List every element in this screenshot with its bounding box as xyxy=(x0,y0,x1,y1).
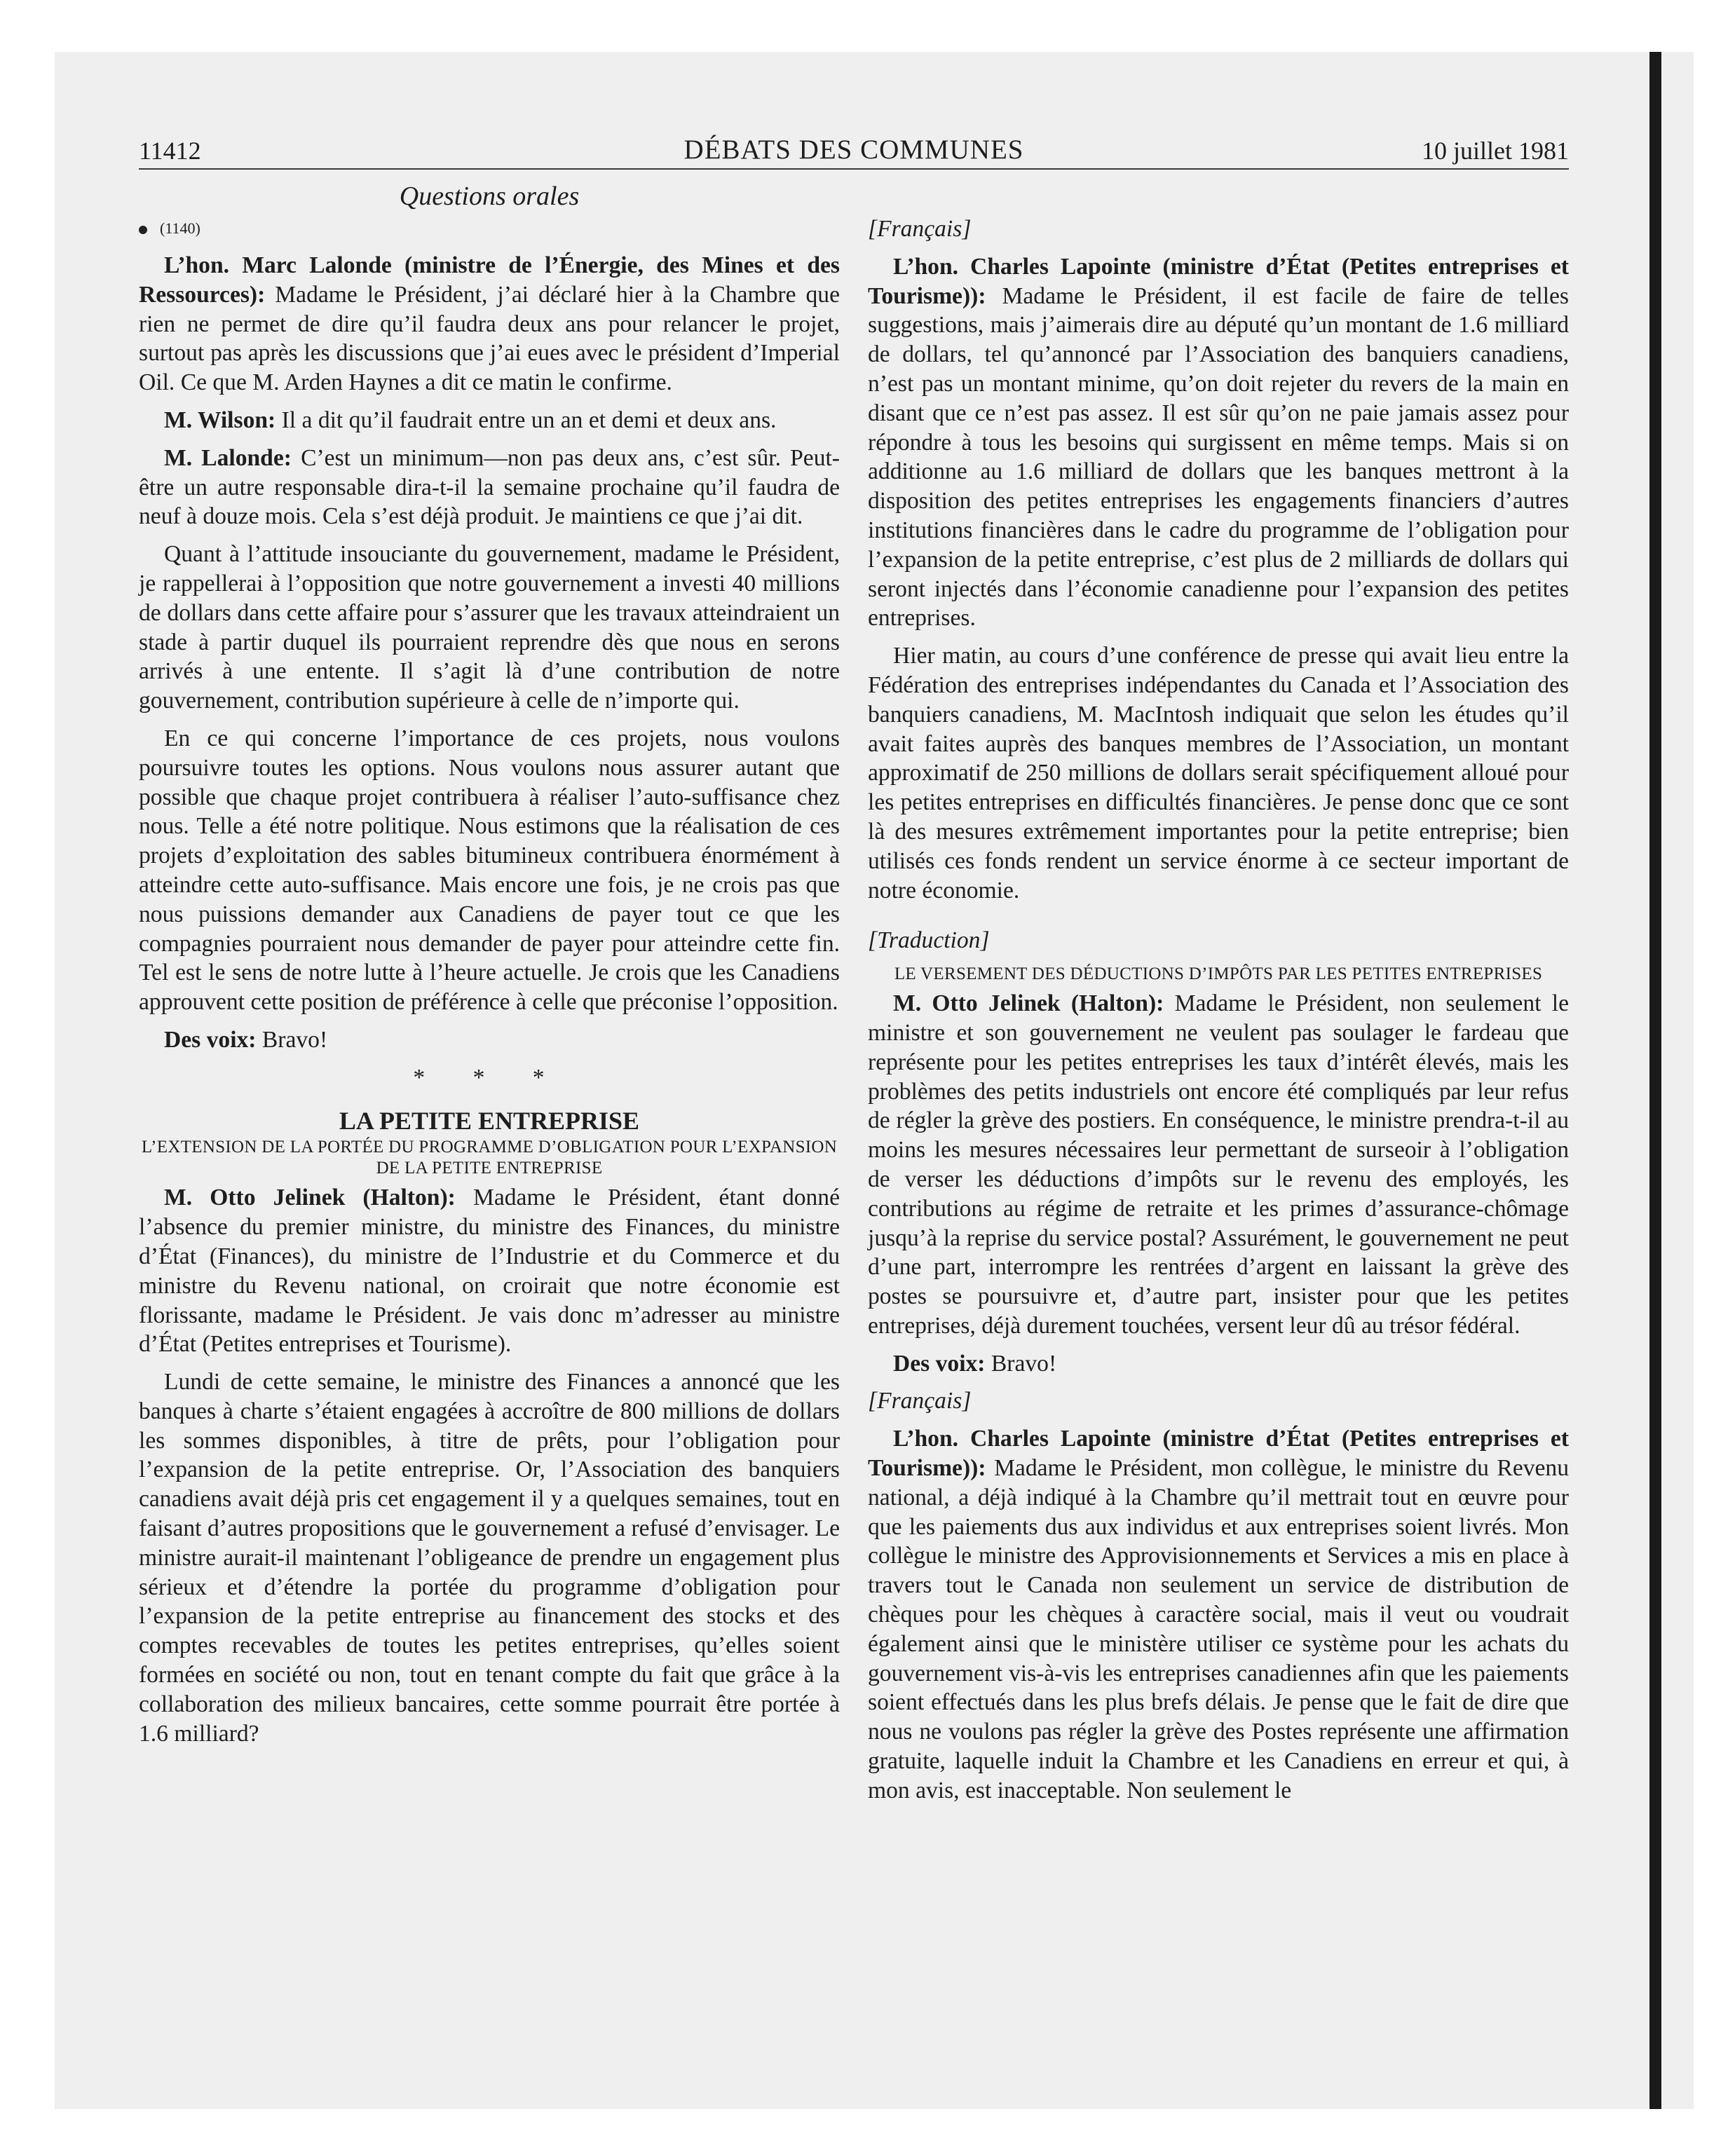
speaker: M. Otto Jelinek (Halton): xyxy=(164,1185,456,1211)
paragraph: M. Lalonde: C’est un minimum—non pas deux ans, c’est sûr. Peut-être un autre responsable dira-t-il la semaine prochaine qu’il faudra de neuf à douze mois. Cela s’est déjà produit. Je maintiens ce que j’ai dit. xyxy=(139,444,840,530)
paragraph: M. Otto Jelinek (Halton): Madame le Président, non seulement le ministre et son gouvernement ne veulent pas soulager le fardeau que représente pour les petites entreprises les taux d’intérêt élevés, mais les problèmes des petits industriels ont encore été compliqués par leur refus de régler la grève des postiers. En conséquence, le ministre prendra-t-il au moins les mesures nécessaires leur permettant de surseoir à l’obligation de verser les déductions d’impôts sur le revenu des employés, les contributions au régime de retraite et les primes d’assurance-chômage jusqu’à la reprise du service postal? Assurément, le gouvernement ne peut d’une part, interrompre les rentrées d’argent en laissant la grève des postes se poursuivre et, d’autre part, insister pour que les petites entreprises, déjà durement touchées, versent leur dû au trésor fédéral. xyxy=(868,990,1569,1339)
paragraph: En ce qui concerne l’importance de ces projets, nous voulons poursuivre toutes les options. Nous voulons nous assurer autant que possible que chaque projet contribuera à réaliser l’auto-suffisance chez nous. Telle a été notre politique. Nous estimons que la réalisation de ces projets d’exploitation des sables bitumineux contribuera énormément à atteindre cette auto-suffisance. Mais encore une fois, je ne crois pas que nous puissions demander aux Canadiens de payer tout ce que les compagnies pourraient nous demander de payer pour atteindre cette fin. Tel est le sens de notre lutte à l’heure actuelle. Je crois que les Canadiens approuvent cette position de préférence à celle que préconise l’opposition. xyxy=(139,725,840,1016)
timestamp: (1140) xyxy=(139,214,840,243)
speaker: M. Wilson: xyxy=(164,407,276,433)
scan-edge-bar xyxy=(1649,52,1661,2109)
speaker: Des voix: xyxy=(164,1026,257,1053)
publication-title: DÉBATS DES COMMUNES xyxy=(683,135,1024,165)
paragraph: Quant à l’attitude insouciante du gouvernement, madame le Président, je rappellerai à l’opposition que notre gouvernement a investi 40 millions de dollars dans cette affaire pour s’assurer que les travaux atteindraient un stade à partir duquel ils pourraient reprendre dès que nous en serons arrivés à une entente. Il s’agit là d’une contribution de notre gouvernement, contribution supérieure à celle de n’importe qui. xyxy=(139,541,840,714)
left-column xyxy=(139,214,840,1756)
section-separator: * * * xyxy=(413,1064,566,1091)
right-column xyxy=(868,214,1569,1814)
issue-date: 10 juillet 1981 xyxy=(1422,137,1569,165)
page-header xyxy=(139,130,1569,172)
section-label: Questions orales xyxy=(399,182,580,211)
paragraph: Lundi de cette semaine, le ministre des Finances a annoncé que les banques à charte s’étaient engagées à accroître de 800 millions de dollars les sommes disponibles, à titre de prêts, pour l’obligation pour l’expansion de la petite entreprise. Or, l’Association des banquiers canadiens avait déjà pris cet engagement il y a quelques semaines, tout en faisant d’autres propositions que le gouvernement a refusé d’envisager. Le ministre aurait-il maintenant l’obligeance de prendre un engagement plus sérieux et d’étendre la portée du programme d’obligation pour l’expansion de la petite entreprise au financement des stocks et des comptes recevables de toutes les petites entreprises, qu’elles soient formées en société ou non, tout en tenant compte du fait que grâce à la collaboration des milieux bancaires, cette somme pourrait être portée à 1.6 milliard? xyxy=(139,1369,840,1747)
paragraph: Des voix: Bravo! xyxy=(893,1350,1057,1377)
section-heading: LA PETITE ENTREPRISE xyxy=(339,1106,640,1135)
bullet-icon xyxy=(139,226,147,234)
section-subheading: L’EXTENSION DE LA PORTÉE DU PROGRAMME D’OBLIGATION POUR L’EXPANSION DE LA PETITE ENTREPRISE xyxy=(141,1138,838,1178)
speaker: M. Lalonde: xyxy=(164,444,292,471)
speaker: M. Otto Jelinek (Halton): xyxy=(893,990,1164,1017)
language-marker: [Français] xyxy=(868,1388,972,1414)
paragraph: M. Wilson: Il a dit qu’il faudrait entre un an et demi et deux ans. xyxy=(164,407,777,433)
speaker: L’hon. Marc Lalonde (ministre de l’Énergie, des Mines et des Ressources): xyxy=(139,252,840,308)
paragraph: L’hon. Charles Lapointe (ministre d’État (Petites entreprises et Tourisme)): Madame le Président, mon collègue, le ministre du Revenu national, a déjà indiqué à la Chambre qu’il mettrait tout en œuvre pour que les paiements dus aux individus et aux entreprises soient livrés. Mon collègue le ministre des Approvisionnements et Services a mis en place à travers tout le Canada non seulement un service de distribution de chèques pour les chèques à caractère social, mais il veut ou voudrait également ainsi que le ministère utiliser ce système pour les achats du gouvernement vis-à-vis les entreprises canadiennes afin que les paiements soient effectués dans les plus brefs délais. Je pense que le fait de dire que nous ne voulons pas régler la grève des Postes représente une affirmation gratuite, laquelle induit la Chambre et les Canadiens en erreur et qui, à mon avis, est inacceptable. Non seulement le xyxy=(868,1426,1569,1803)
speaker: L’hon. Charles Lapointe (ministre d’État (Petites entreprises et Tourisme)): xyxy=(868,253,1569,309)
section-subheading: LE VERSEMENT DES DÉDUCTIONS D’IMPÔTS PAR LES PETITES ENTREPRISES xyxy=(894,964,1543,984)
paragraph: M. Otto Jelinek (Halton): Madame le Président, étant donné l’absence du premier ministre, du ministre des Finances, du ministre d’État (Finances), du ministre de l’Industrie et du Commerce et du ministre du Revenu national, on croirait que notre économie est florissante, madame le Président. Je vais donc m’adresser au ministre d’État (Petites entreprises et Tourisme). xyxy=(139,1185,841,1358)
language-marker: [Traduction] xyxy=(868,927,990,954)
paragraph: Hier matin, au cours d’une conférence de presse qui avait lieu entre la Fédération des entreprises indépendantes du Canada et l’Association des banquiers canadiens, M. MacIntosh indiquait que selon les études qu’il avait faites auprès des banques membres de l’Association, un montant approximatif de 250 millions de dollars serait spécifiquement alloué pour les petites entreprises en difficultés financières. Je pense donc que ce sont là des mesures extrêmement importantes pour la petite entreprise; bien utilisés ces fonds rendent un service énorme à ce secteur important de notre économie. xyxy=(868,643,1569,903)
paragraph: L’hon. Charles Lapointe (ministre d’État (Petites entreprises et Tourisme)): Madame le Président, il est facile de faire de telles suggestions, mais j’aimerais dire au député qu’un montant de 1.6 milliard de dollars, tel qu’annoncé par l’Association des banquiers canadiens, n’est pas un montant minime, qu’on doit rejeter du revers de la main en disant que ce n’est pas assez. Il est sûr qu’on ne paie jamais assez pour répondre à tous les besoins qui surgissent en même temps. Mais si on additionne au 1.6 milliard de dollars que les banques mettront à la disposition des petites entreprises les engagements financiers d’autres institutions financières dans le cadre du programme de l’obligation pour l’expansion de la petite entreprise, c’est plus de 2 milliards de dollars qui seront injectés dans l’économie canadienne pour l’expansion des petites entreprises. xyxy=(868,253,1569,632)
header-rule xyxy=(139,168,1569,170)
paragraph: L’hon. Marc Lalonde (ministre de l’Énergie, des Mines et des Ressources): Madame le Président, j’ai déclaré hier à la Chambre que rien ne permet de dire qu’il faudra deux ans pour relancer le projet, surtout pas après les discussions que j’ai eues avec le président d’Imperial Oil. Ce que M. Arden Haynes a dit ce matin le confirme. xyxy=(139,252,840,396)
page-number: 11412 xyxy=(139,137,201,165)
speaker: Des voix: xyxy=(893,1350,986,1377)
paragraph: Des voix: Bravo! xyxy=(164,1026,328,1053)
language-marker: [Français] xyxy=(868,216,972,242)
speaker: L’hon. Charles Lapointe (ministre d’État (Petites entreprises et Tourisme)): xyxy=(868,1426,1569,1482)
